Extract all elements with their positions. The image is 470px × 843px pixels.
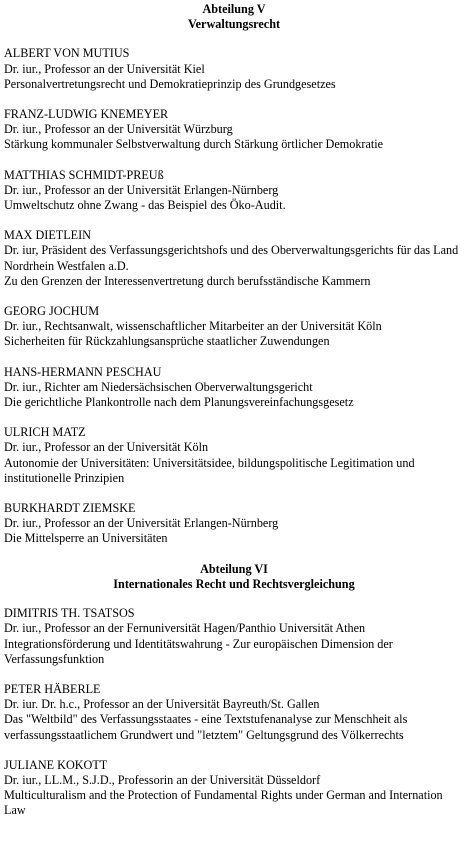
author-name: BURKHARDT ZIEMSKE [4, 501, 136, 516]
author-title: Dr. iur., Richter am Niedersächsischen Oberverwaltungsgericht [4, 379, 313, 394]
author-entry [4, 168, 464, 214]
author-entry [4, 501, 464, 547]
article-topic: Stärkung kommunaler Selbstverwaltung durch Stärkung örtlicher Demokratie [4, 137, 384, 152]
author-title: Dr. iur., LL.M., S.J.D., Professorin an der Universität Düsseldorf [4, 772, 321, 787]
author-name: GEORG JOCHUM [4, 304, 100, 319]
author-name: PETER HÄBERLE [4, 681, 101, 696]
section-heading [4, 2, 464, 32]
author-entry [4, 682, 464, 743]
author-title: Dr. iur., Professor an der Universität Köln [4, 440, 209, 455]
entry-list [4, 606, 464, 818]
author-entry [4, 365, 464, 411]
article-topic: Umweltschutz ohne Zwang - das Beispiel des Öko-Audit. [4, 198, 286, 213]
author-name: ULRICH MATZ [4, 425, 86, 440]
author-entry [4, 228, 464, 289]
article-topic: Zu den Grenzen der Interessenvertretung durch berufsständische Kammern [4, 273, 371, 288]
article-topic: Die gerichtliche Plankontrolle nach dem Planungsvereinfachungsgesetz [4, 395, 354, 410]
author-entry [4, 46, 464, 92]
author-title: Dr. iur., Professor an der Universität Erlangen-Nürnberg [4, 516, 279, 531]
author-name: DIMITRIS TH. TSATSOS [4, 606, 135, 621]
article-topic: Personalvertretungsrecht und Demokratieprinzip des Grundgesetzes [4, 76, 336, 91]
author-name: FRANZ-LUDWIG KNEMEYER [4, 107, 169, 122]
author-entry [4, 107, 464, 153]
section-subtitle: Verwaltungsrecht [187, 17, 281, 32]
article-topic: Sicherheiten für Rückzahlungsansprüche staatlicher Zuwendungen [4, 334, 330, 349]
author-name: HANS-HERMANN PESCHAU [4, 364, 162, 379]
section-subtitle: Internationales Recht und Rechtsvergleichung [113, 576, 355, 591]
section-title: Abteilung VI [200, 561, 268, 576]
author-name: MATTHIAS SCHMIDT-PREUß [4, 167, 164, 182]
article-topic: Das "Weltbild" des Verfassungsstaates - eine Textstufenanalyse zur Menschheit als verfassungsstaatlichem Grundwert und "letztem" Geltungsgrund des Völkerrechts [4, 712, 408, 742]
author-entry [4, 758, 464, 819]
author-entry [4, 606, 464, 667]
entry-list [4, 46, 464, 546]
article-topic: Integrationsförderung und Identitätswahrung - Zur europäischen Dimension der Verfassungsfunktion [4, 636, 393, 666]
author-title: Dr. iur., Professor an der Universität Erlangen-Nürnberg [4, 182, 279, 197]
author-name: JULIANE KOKOTT [4, 757, 108, 772]
author-title: Dr. iur., Rechtsanwalt, wissenschaftlicher Mitarbeiter an der Universität Köln [4, 319, 382, 334]
section-heading [4, 562, 464, 592]
article-topic: Multiculturalism and the Protection of Fundamental Rights under German and Internation Law [4, 788, 443, 818]
author-title: Dr. iur. Dr. h.c., Professor an der Universität Bayreuth/St. Gallen [4, 697, 320, 712]
author-name: MAX DIETLEIN [4, 228, 91, 243]
author-entry [4, 425, 464, 486]
article-topic: Autonomie der Universitäten: Universitätsidee, bildungspolitische Legitimation und institutionelle Prinzipien [4, 455, 415, 485]
author-title: Dr. iur., Professor an der Universität Kiel [4, 61, 205, 76]
author-title: Dr. iur., Professor an der Fernuniversität Hagen/Panthio Universität Athen [4, 621, 366, 636]
section-title: Abteilung V [202, 2, 266, 16]
author-title: Dr. iur, Präsident des Verfassungsgerichtshofs und des Oberverwaltungsgerichts für das Land Nordrhein Westfalen a.D. [4, 243, 459, 273]
author-entry [4, 304, 464, 350]
author-title: Dr. iur., Professor an der Universität Würzburg [4, 122, 233, 137]
article-topic: Die Mittelsperre an Universitäten [4, 531, 168, 546]
author-name: ALBERT VON MUTIUS [4, 46, 130, 61]
